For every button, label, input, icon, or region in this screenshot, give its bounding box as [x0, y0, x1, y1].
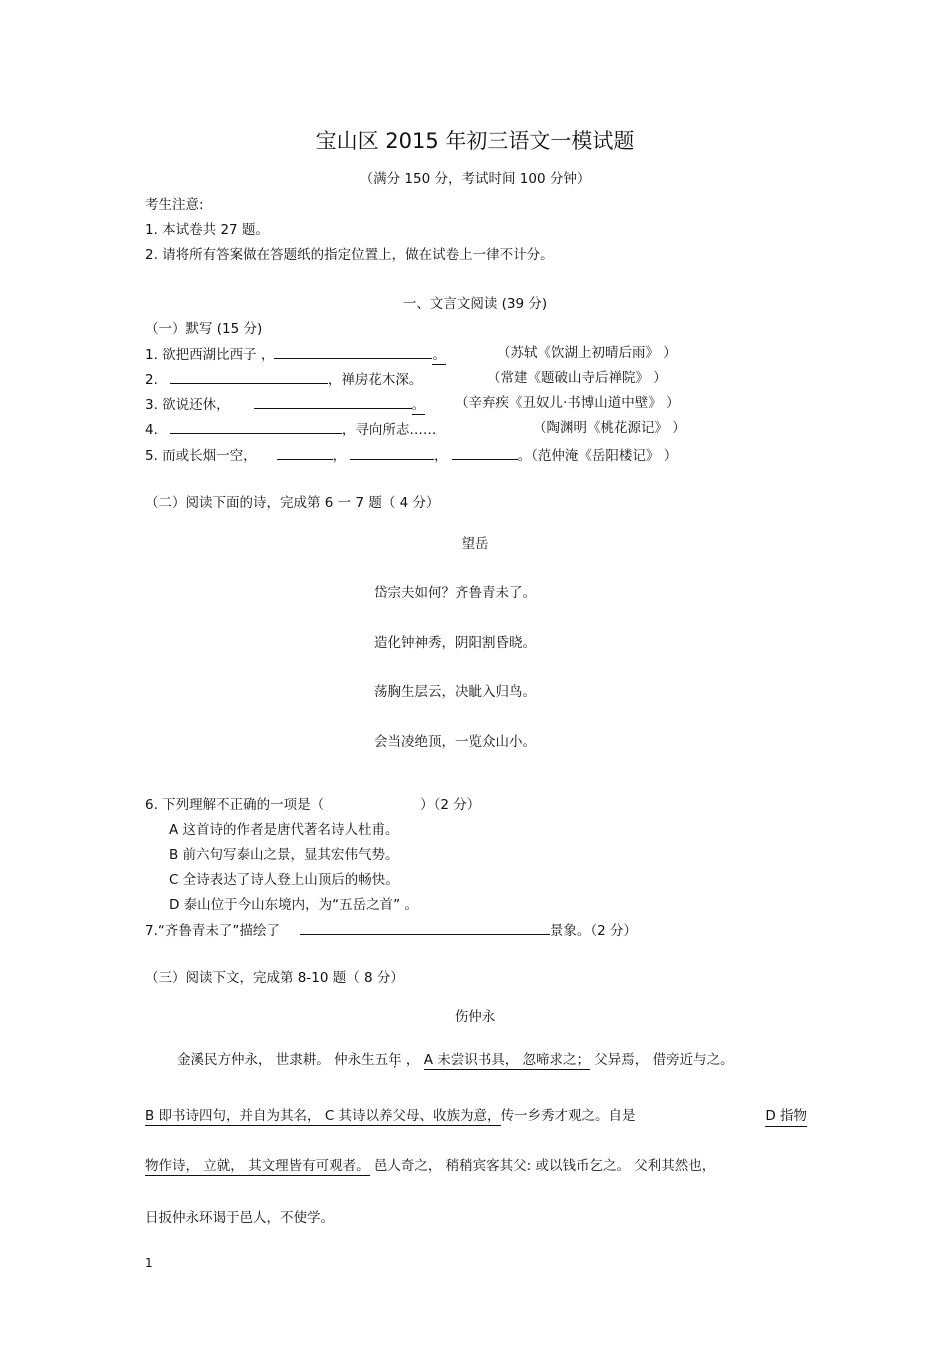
question-comma: ， — [332, 448, 347, 464]
question-source: （苏轼《饮湖上初晴后雨》 ） — [497, 345, 677, 361]
poem-line: 岱宗夫如何？齐鲁青未了。 — [374, 585, 536, 601]
passage-line — [177, 1051, 734, 1069]
answer-blank[interactable] — [452, 445, 518, 460]
question-text: 6. 下列理解不正确的一项是（ — [145, 797, 325, 813]
answer-blank[interactable] — [254, 394, 412, 409]
question-source: （辛弃疾《丑奴儿·书博山道中壁》 ） — [455, 395, 680, 411]
question-text: ，寻向所志…… — [341, 422, 437, 438]
answer-blank[interactable] — [277, 445, 333, 460]
question-comma: ， — [434, 448, 448, 464]
question-6 — [145, 796, 480, 814]
passage-text: 金溪民方仲永， 世隶耕。 仲永生五 — [177, 1052, 389, 1068]
question-7 — [145, 920, 637, 940]
question-text: 景象。（2 分） — [549, 923, 638, 939]
passage-line: 日扳仲永环谒于邑人，不使学。 — [145, 1210, 334, 1226]
answer-blank[interactable] — [300, 920, 550, 935]
answer-blank[interactable] — [170, 369, 328, 384]
part2-heading: （二）阅读下面的诗，完成第 6 一 7 题（ 4 分） — [145, 495, 440, 511]
passage-text: 传一乡秀才观之。自是 — [500, 1108, 636, 1124]
page-title: 宝山区 2015 年初三语文一模试题 — [315, 129, 635, 153]
underlined-sentence-bc: B 即书诗四句，并自为其名， C 其诗以养父母、收族为意， — [145, 1108, 501, 1124]
question-text: 5. 而或长烟一空， — [145, 448, 257, 464]
question-text: ，禅房花木深。 — [327, 372, 423, 388]
question-text: 1. 欲把西湖比西子 ， — [145, 347, 275, 363]
passage-title: 伤仲永 — [454, 1009, 496, 1025]
option-d: D 泰山位于今山东境内，为“五岳之首” 。 — [169, 897, 418, 913]
question-5 — [145, 445, 677, 465]
question-source: （范仲淹《岳阳楼记》 ） — [531, 448, 678, 464]
poem-title: 望岳 — [461, 536, 489, 552]
question-3 — [145, 394, 425, 414]
page-subtitle: （满分 150 分，考试时间 100 分钟） — [359, 171, 591, 187]
section-heading: 一、文言文阅读 (39 分) — [402, 296, 548, 312]
question-1 — [145, 344, 446, 364]
notice-item: 2. 请将所有答案做在答题纸的指定位置上，做在试卷上一律不计分。 — [145, 247, 554, 263]
underlined-sentence-a: A 未尝识书具， 忽啼求之； — [423, 1052, 591, 1068]
question-number: 4. — [145, 422, 158, 438]
part1-heading: （一）默写 (15 分) — [145, 321, 263, 337]
passage-text: ， — [401, 1052, 420, 1068]
question-end: 。 — [411, 397, 426, 413]
option-a: A 这首诗的作者是唐代著名诗人杜甫。 — [169, 822, 399, 838]
dotted-word: 年 — [388, 1052, 402, 1068]
part3-heading: （三）阅读下文，完成第 8-10 题（ 8 分） — [145, 970, 404, 986]
question-4 — [145, 419, 436, 439]
question-end: 。 — [432, 347, 446, 363]
question-text: ）（2 分） — [420, 797, 481, 813]
page-number: 1 — [145, 1256, 153, 1270]
answer-blank[interactable] — [274, 344, 432, 359]
poem-line: 造化钟神秀，阴阳割昏晓。 — [374, 635, 536, 651]
question-source: （陶渊明《桃花源记》 ） — [533, 420, 686, 436]
answer-blank[interactable] — [170, 419, 342, 434]
passage-text: 父异焉， 借旁近与之。 — [590, 1052, 734, 1068]
passage-line — [145, 1157, 715, 1175]
question-source: （常建《题破山寺后禅院》 ） — [487, 370, 667, 386]
passage-text: 邑人奇之， 稍稍宾客其父: 或以钱币乞之。 父利其然也， — [369, 1158, 716, 1174]
question-2 — [145, 369, 422, 389]
notice-heading: 考生注意: — [145, 197, 204, 213]
question-end: 。 — [517, 448, 532, 464]
option-c: C 全诗表达了诗人登上山顶后的畅快。 — [169, 872, 399, 888]
poem-line: 会当凌绝顶，一览众山小。 — [374, 734, 536, 750]
underlined-sentence-d-cont: 物作诗， 立就， 其文理皆有可观者。 — [145, 1158, 370, 1174]
poem-line: 荡胸生层云，决眦入归鸟。 — [374, 684, 536, 700]
notice-item: 1. 本试卷共 27 题。 — [145, 222, 269, 238]
underlined-sentence-d: D 指物 — [765, 1107, 807, 1127]
question-text: 7.“齐鲁青未了”描绘了 — [145, 923, 280, 939]
answer-blank[interactable] — [350, 445, 434, 460]
passage-line — [145, 1107, 807, 1125]
question-number: 2. — [145, 372, 158, 388]
question-text: 3. 欲说还休， — [145, 397, 230, 413]
option-b: B 前六句写泰山之景，显其宏伟气势。 — [169, 847, 399, 863]
